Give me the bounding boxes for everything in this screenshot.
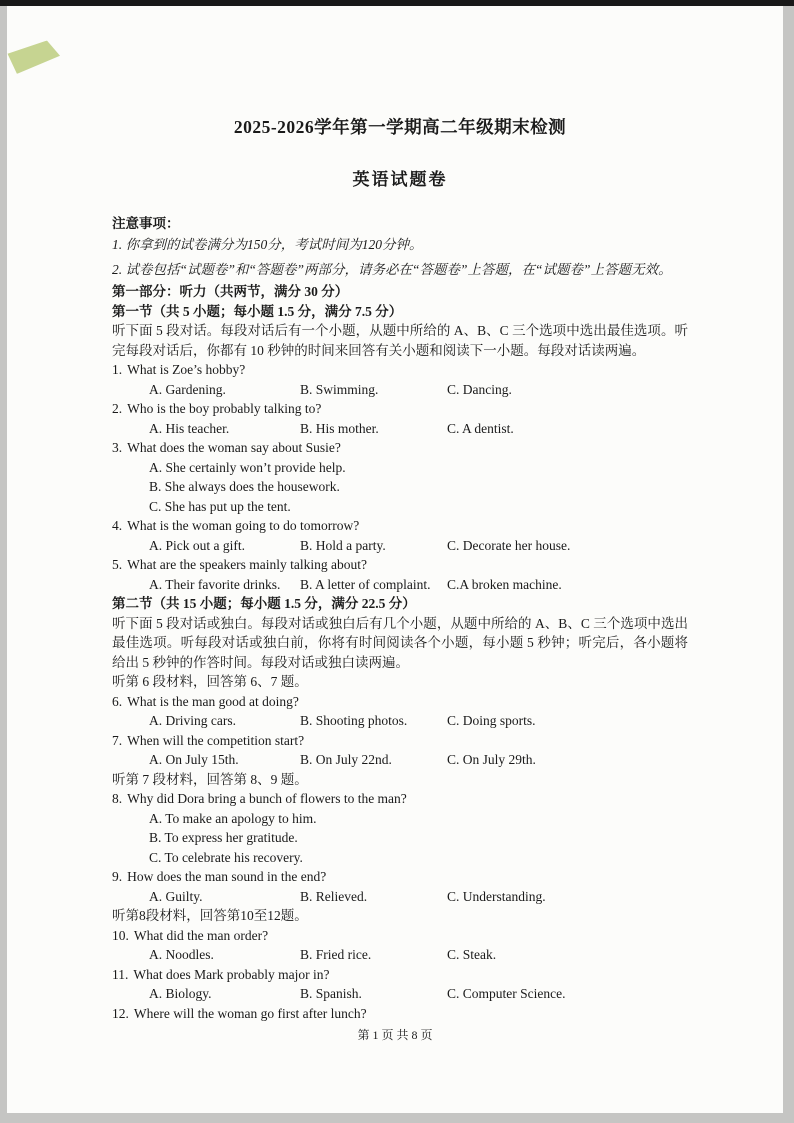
question-stem: What are the speakers mainly talking about?: [127, 557, 368, 572]
instruction-paragraph: 听下面 5 段对话。每段对话后有一个小题，从题中所给的 A、B、C 三个选项中选出最佳选项。听完每段对话后，你都有 10 秒钟的时间来回答有关小题和阅读下一小题。每段对话读两遍。: [112, 323, 688, 358]
question-stem: What did the man order?: [133, 927, 269, 943]
page-footer: 第 1 页 共 8 页: [357, 1028, 433, 1042]
question-line: [112, 1004, 688, 1024]
option-a: A. Pick out a gift.: [149, 537, 245, 553]
option-c: C. A dentist.: [447, 420, 514, 436]
question-number: 9.: [112, 869, 123, 884]
option-a: A. Their favorite drinks.: [149, 576, 281, 592]
question-line: [112, 789, 688, 809]
options-row: [112, 750, 688, 770]
question-number: 7.: [112, 732, 123, 748]
option-c: C. On July 29th.: [447, 752, 536, 767]
option-c: C. Understanding.: [447, 888, 546, 904]
option-b: B. Hold a party.: [300, 537, 386, 553]
instruction-paragraph: 听第8段材料，回答第10至12题。: [112, 908, 308, 923]
question-number: 5.: [112, 557, 123, 572]
question-stem: Who is the boy probably talking to?: [127, 401, 322, 416]
question-stem: What does the woman say about Susie?: [127, 440, 341, 455]
notice-item-2: 2. 试卷包括“试题卷”和“答题卷”两部分，请务必在“答题卷”上答题，在“试题卷”上答题无效。: [112, 262, 672, 277]
option-a: A. To make an apology to him.: [149, 810, 317, 826]
question-number: 3.: [112, 440, 123, 455]
option-b: B. Fried rice.: [300, 947, 372, 962]
option-b: B. Relieved.: [300, 888, 368, 904]
question-line: [112, 360, 688, 380]
option-c: C.A broken machine.: [447, 576, 562, 592]
question-stem: Why did Dora bring a bunch of flowers to the man?: [127, 791, 407, 806]
options-row: [112, 380, 688, 400]
options-row: [112, 711, 688, 731]
option-c: C. Steak.: [447, 947, 497, 962]
question-stem: What is Zoe’s hobby?: [127, 362, 246, 377]
option-b: B. His mother.: [300, 420, 379, 436]
option-a: A. His teacher.: [149, 420, 230, 436]
option-a: A. Driving cars.: [149, 713, 236, 728]
option-a: A. Gardening.: [149, 381, 226, 397]
options-row: [112, 945, 688, 965]
option-b: B. Spanish.: [300, 986, 362, 1001]
question-stem: How does the man sound in the end?: [127, 869, 327, 884]
question-stem: What is the woman going to do tomorrow?: [127, 518, 360, 533]
section-heading: 第一节（共 5 小题；每小题 1.5 分，满分 7.5 分）: [112, 303, 403, 319]
option-b: B. Swimming.: [300, 381, 379, 397]
question-number: 4.: [112, 518, 123, 533]
question-line: [112, 692, 688, 712]
page-content: [112, 6, 688, 1023]
options-row: [112, 984, 688, 1004]
section-heading: 第一部分：听力（共两节，满分 30 分）: [112, 284, 349, 299]
option-c: C. To celebrate his recovery.: [149, 849, 303, 865]
option-c: C. Doing sports.: [447, 713, 536, 728]
options-row: [112, 575, 688, 595]
option-c: C. Decorate her house.: [447, 537, 571, 553]
question-line: [112, 867, 688, 887]
question-line: [112, 516, 688, 536]
document-blocks: [112, 282, 688, 1023]
section-heading: 第二节（共 15 小题；每小题 1.5 分，满分 22.5 分）: [112, 596, 416, 611]
notice-item-1: 1. 你拿到的试卷满分为150分，考试时间为120分钟。: [112, 237, 423, 252]
question-line: [112, 399, 688, 419]
option-a: A. Biology.: [149, 986, 212, 1001]
option-c: C. Computer Science.: [447, 986, 566, 1001]
question-stem: What is the man good at doing?: [127, 693, 299, 709]
question-stem: What does Mark probably major in?: [133, 966, 330, 982]
options-row: [112, 887, 688, 907]
options-row: [112, 536, 688, 556]
exam-title: 2025-2026学年第一学期高二年级期末检测: [233, 117, 567, 137]
option-b: B. On July 22nd.: [300, 752, 392, 767]
option-b: B. To express her gratitude.: [149, 830, 298, 845]
exam-page: [7, 6, 783, 1113]
question-line: [112, 438, 688, 458]
question-line: [112, 555, 688, 575]
option-a: A. She certainly won’t provide help.: [149, 459, 346, 475]
question-line: [112, 731, 688, 751]
option-a: A. Noodles.: [149, 947, 214, 962]
instruction-paragraph: 听第 7 段材料，回答第 8、9 题。: [112, 771, 308, 787]
option-a: A. On July 15th.: [149, 752, 239, 767]
question-number: 8.: [112, 791, 123, 806]
question-stem: When will the competition start?: [127, 732, 305, 748]
question-stem: Where will the woman go first after lunch?: [133, 1005, 367, 1021]
option-c: C. She has put up the tent.: [149, 498, 291, 514]
option-a: A. Guilty.: [149, 888, 203, 904]
scan-corner-mark: [7, 39, 62, 74]
question-line: [112, 965, 688, 985]
option-c: C. Dancing.: [447, 381, 512, 397]
option-b: B. She always does the housework.: [149, 479, 340, 494]
question-number: 12.: [112, 1005, 129, 1021]
notice-heading: 注意事项：: [112, 216, 180, 231]
instruction-paragraph: 听下面 5 段对话或独白。每段对话或独白后有几个小题，从题中所给的 A、B、C 三个选项中选出最佳选项。听每段对话或独白前，你将有时间阅读各个小题，每小题 5 秒钟；听完后，各小题将给出 5 秒钟的作答时间。每段对话或独白读两遍。: [112, 615, 688, 670]
question-number: 10.: [112, 927, 129, 943]
question-number: 11.: [112, 966, 129, 982]
option-b: B. Shooting photos.: [300, 713, 408, 728]
question-number: 1.: [112, 362, 123, 377]
options-row: [112, 419, 688, 439]
question-number: 2.: [112, 401, 123, 416]
option-b: B. A letter of complaint.: [300, 576, 431, 592]
question-line: [112, 926, 688, 946]
question-number: 6.: [112, 693, 123, 709]
instruction-paragraph: 听第 6 段材料，回答第 6、7 题。: [112, 674, 308, 689]
exam-subtitle: 英语试题卷: [352, 170, 448, 189]
